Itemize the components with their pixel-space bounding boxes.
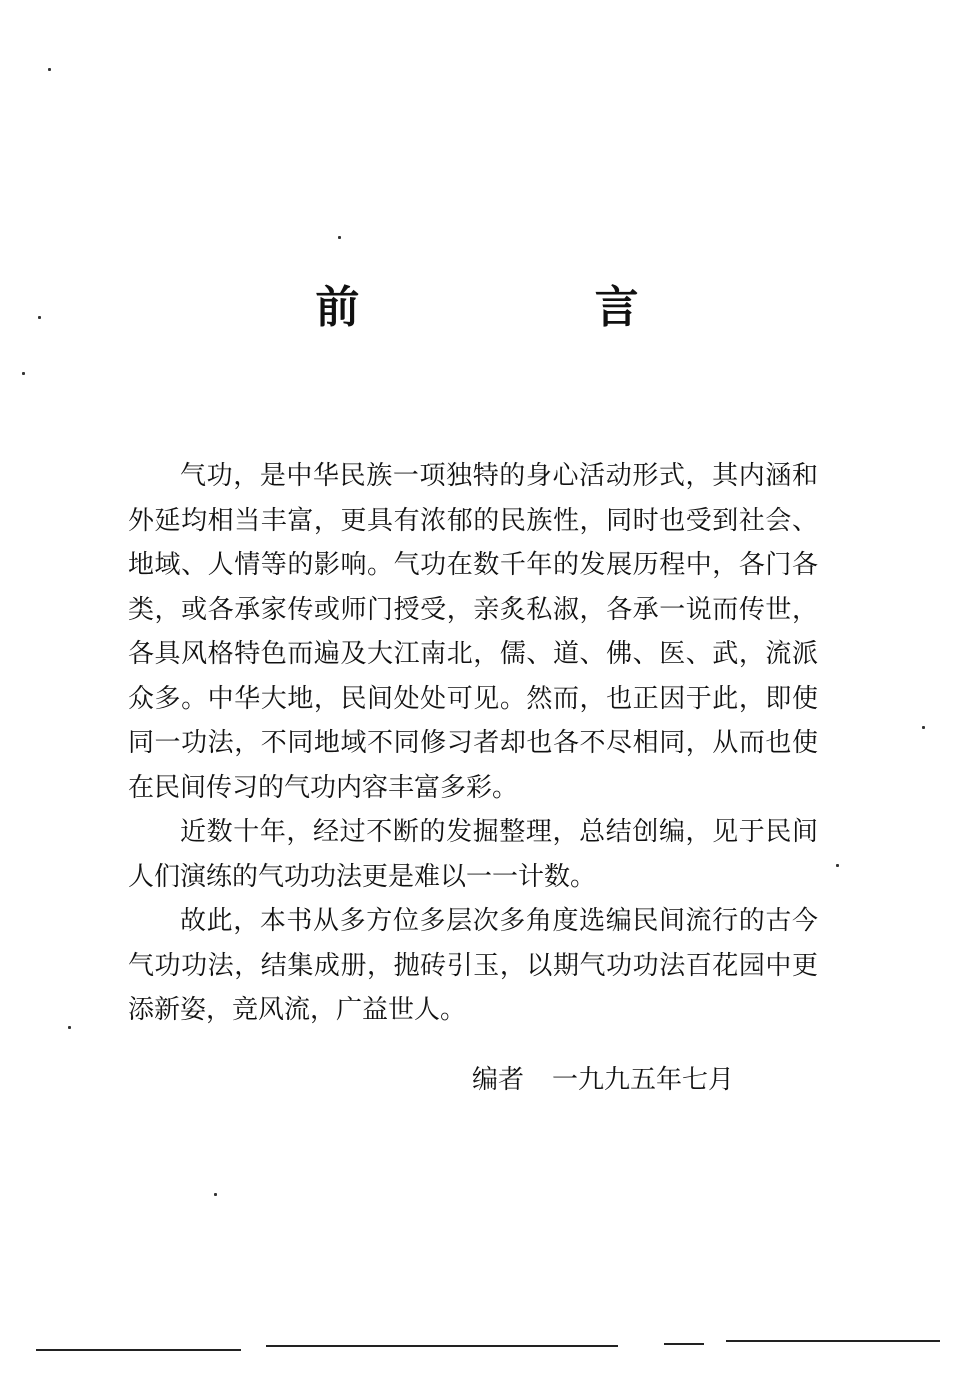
scan-speck	[338, 236, 341, 239]
page-title: 前 言	[315, 282, 749, 333]
scan-rule-4	[726, 1340, 940, 1342]
scan-speck	[922, 726, 925, 729]
scan-rule-3	[664, 1343, 704, 1345]
scan-speck	[38, 316, 41, 319]
scan-speck	[48, 68, 51, 71]
paragraph-3: 故此，本书从多方位多层次多角度选编民间流行的古今气功功法，结集成册，抛砖引玉，以期气功功法百花园中更添新姿，竞风流，广益世人。	[128, 906, 818, 1025]
scan-speck	[836, 864, 839, 867]
signature	[472, 1060, 812, 1100]
signature-author: 编者	[472, 1065, 525, 1095]
scan-speck	[214, 1193, 217, 1196]
preface-body	[128, 454, 818, 1033]
paragraph-2: 近数十年，经过不断的发掘整理，总结创编，见于民间人们演练的气功功法更是难以一一计数。	[128, 817, 818, 892]
scan-speck	[68, 1026, 71, 1029]
signature-date: 一九九五年七月	[552, 1065, 735, 1095]
scan-rule-1	[36, 1349, 241, 1351]
scan-rule-2	[266, 1345, 618, 1347]
scan-speck	[22, 372, 25, 375]
paragraph-1: 气功，是中华民族一项独特的身心活动形式，其内涵和外延均相当丰富，更具有浓郁的民族性，同时也受到社会、地域、人情等的影响。气功在数千年的发展历程中，各门各类，或各承家传或师门授受，亲炙私淑，各承一说而传世，各具风格特色而遍及大江南北，儒、道、佛、医、武，流派众多。中华大地，民间处处可见。然而，也正因于此，即使同一功法，不同地域不同修习者却也各不尽相同，从而也使在民间传习的气功内容丰富多彩。	[128, 461, 818, 803]
